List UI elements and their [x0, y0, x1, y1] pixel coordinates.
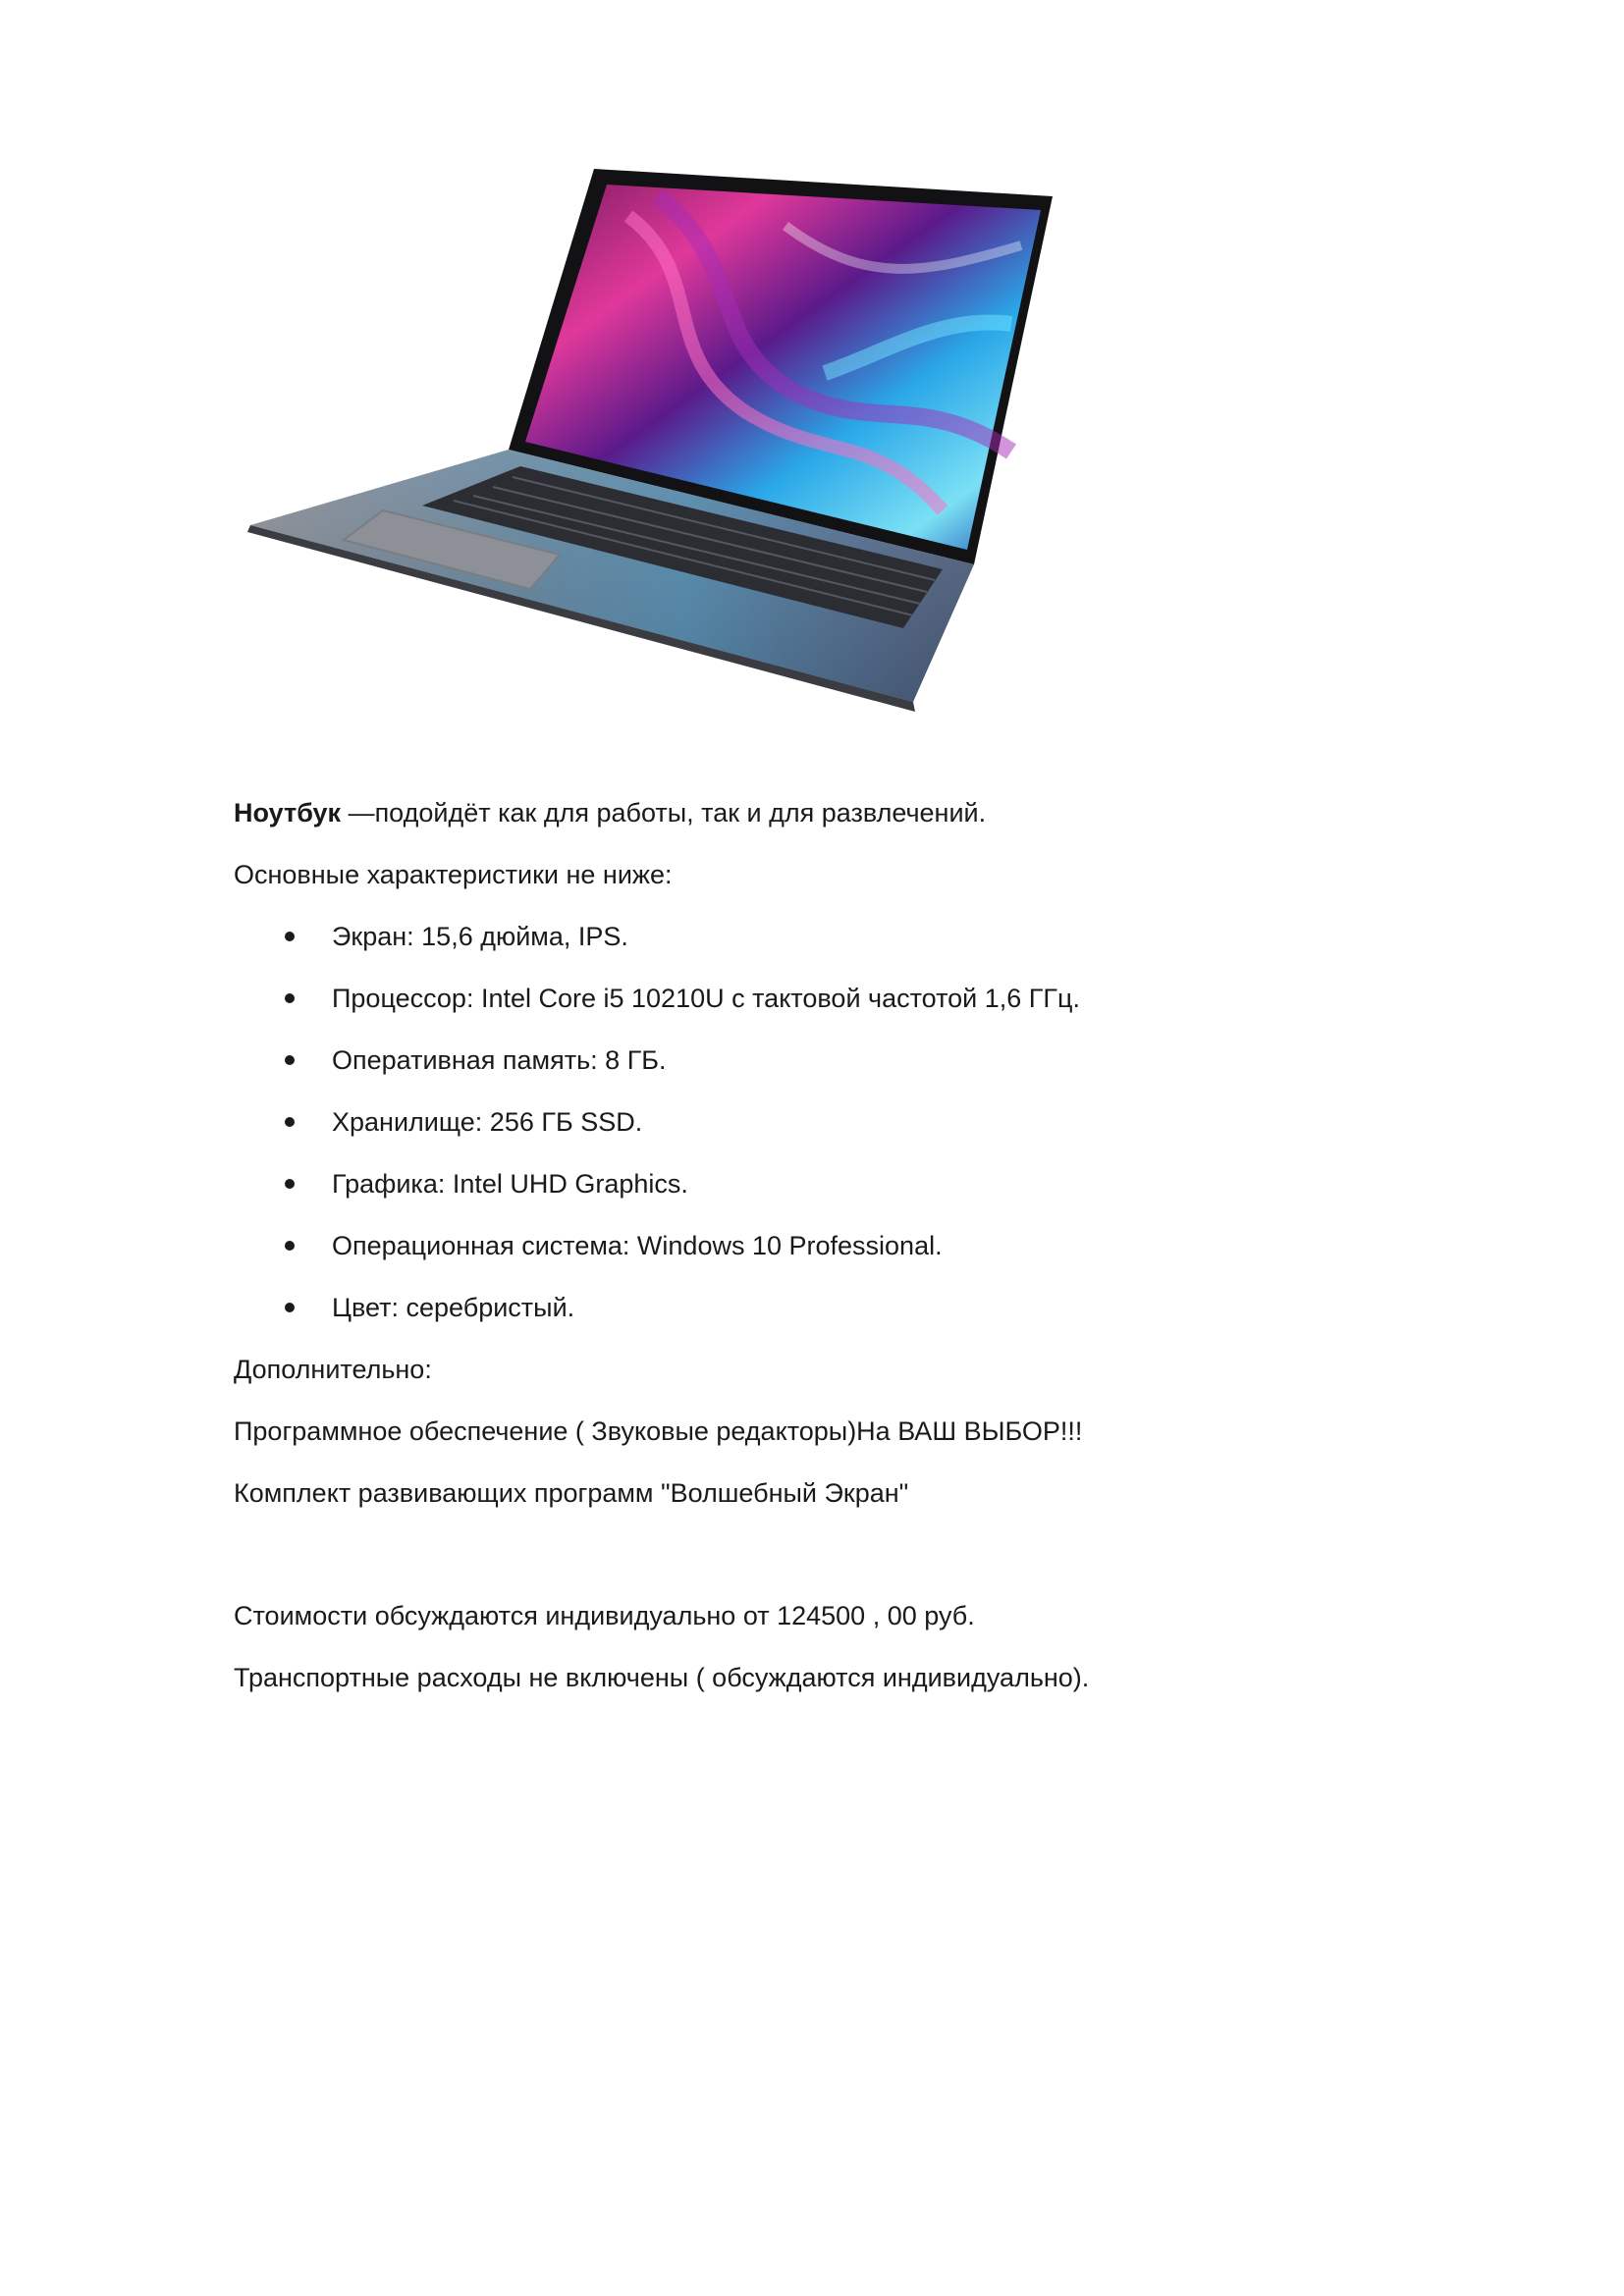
spec-graphics: Графика: Intel UHD Graphics. — [332, 1169, 688, 1199]
bullet-icon — [285, 1117, 295, 1127]
bullet-icon — [285, 1055, 295, 1065]
list-item — [234, 1228, 1412, 1263]
spec-screen: Экран: 15,6 дюйма, IPS. — [332, 922, 628, 951]
extra-heading: Дополнительно: — [234, 1355, 432, 1384]
list-item — [234, 1290, 1412, 1325]
bullet-icon — [285, 932, 295, 941]
list-item — [234, 1104, 1412, 1140]
shipping-paragraph: Транспортные расходы не включены ( обсуждаются индивидуально). — [234, 1663, 1090, 1692]
bullet-icon — [285, 1241, 295, 1251]
bullet-icon — [285, 993, 295, 1003]
bullet-icon — [285, 1303, 295, 1312]
spec-processor: Процессор: Intel Core i5 10210U с тактовой частотой 1,6 ГГц. — [332, 984, 1080, 1013]
list-item — [234, 919, 1412, 954]
spec-memory: Оперативная память: 8 ГБ. — [332, 1045, 667, 1075]
list-item — [234, 1042, 1412, 1078]
list-item — [234, 1166, 1412, 1201]
price-paragraph: Стоимости обсуждаются индивидуально от 124500 , 00 руб. — [234, 1601, 975, 1630]
extra-kit: Комплект развивающих программ "Волшебный Экран" — [234, 1478, 909, 1508]
document-body — [234, 795, 1412, 1722]
spec-storage: Хранилище: 256 ГБ SSD. — [332, 1107, 643, 1137]
specs-list — [234, 919, 1412, 1325]
spec-color: Цвет: серебристый. — [332, 1293, 575, 1322]
list-item — [234, 981, 1412, 1016]
extra-software: Программное обеспечение ( Звуковые редакторы)На ВАШ ВЫБОР!!! — [234, 1416, 1083, 1446]
spacer — [234, 1537, 1412, 1598]
product-name: Ноутбук — [234, 798, 342, 828]
intro-paragraph — [234, 795, 1412, 830]
bullet-icon — [285, 1179, 295, 1189]
product-tagline: —подойдёт как для работы, так и для развлечений. — [341, 798, 987, 828]
laptop-image — [236, 157, 1070, 717]
specs-heading: Основные характеристики не ниже: — [234, 860, 673, 889]
spec-os: Операционная система: Windows 10 Professional. — [332, 1231, 943, 1260]
